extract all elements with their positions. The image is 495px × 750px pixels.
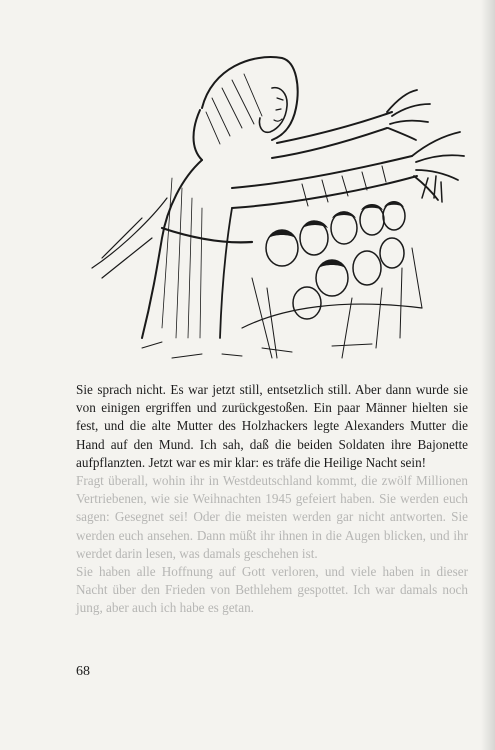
paragraph-1: Sie sprach nicht. Es war jetzt still, entsetzlich still. Aber dann wurde sie von einigen ergriffen und zurückgestoßen. Ein paar Männer hielten sie fest, und die alte Mutter des Holzhackers legte Alexanders Mutter die Hand auf den Mund. Ich sah, daß die beiden Soldaten ihre Bajonette aufpflanzten. Jetzt war es mir klar: es träfe die Heilige Nacht sein! xyxy=(76,382,468,470)
paragraph-2: Fragt überall, wohin ihr in Westdeutschland kommt, die zwölf Millionen Vertriebenen, wie sie Weihnachten 1945 gefeiert haben. Sie werden euch sagen: Gesegnet sei! Oder die meisten werden gar nicht antworten. Sie werden euch ansehen. Dann müßt ihr ihnen in die Augen blicken, und ihr werdet darin lesen, was damals geschehen ist. xyxy=(76,473,468,561)
woman-reaching-toward-crowd-drawing-icon xyxy=(82,48,472,366)
page-edge-shadow xyxy=(481,0,495,750)
page-number: 68 xyxy=(76,664,90,679)
body-text xyxy=(76,381,468,618)
paragraph-3: Sie haben alle Hoffnung auf Gott verloren, und viele haben in dieser Nacht über den Frieden von Bethlehem gespottet. Ich war damals noch jung, aber auch ich habe es getan. xyxy=(76,564,468,616)
